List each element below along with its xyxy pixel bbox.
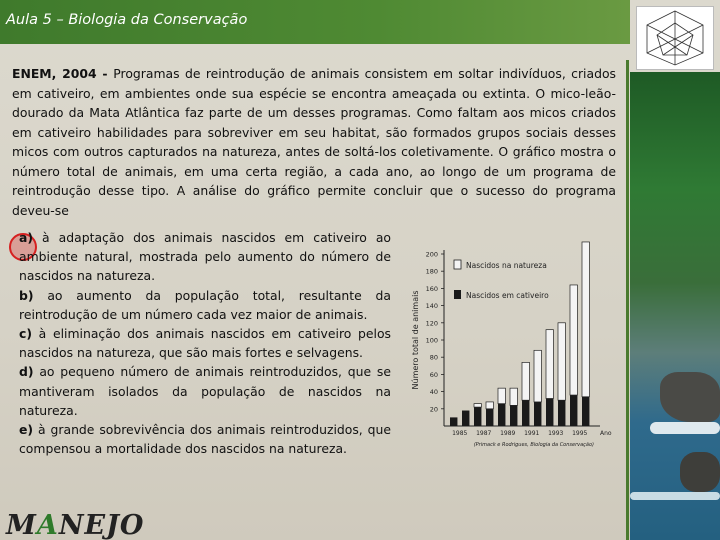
bar-captive [522,400,529,426]
divider-line [626,60,629,540]
y-tick-label: 100 [425,336,438,345]
bar-wild [546,330,553,399]
bar-wild [474,404,481,407]
y-tick-label: 140 [425,302,438,311]
bar-captive [486,409,493,426]
source-note: (Primack e Rodrigues, Biologia da Conservação) [473,442,594,448]
bar-captive [534,402,541,426]
coast-photo [630,72,720,540]
x-tick-label: 1993 [548,430,564,437]
y-tick-label: 40 [429,388,438,397]
bar-captive [450,417,457,426]
bar-wild [510,388,517,405]
bar-wild [534,350,541,402]
x-tick-label: 1989 [500,430,516,437]
question-source: ENEM, 2004 - [12,66,114,81]
question-text [12,64,616,220]
title-bar [0,0,630,44]
option-e[interactable]: e) à grande sobrevivência dos animais reintroduzidos, que compensou a mortalidade dos nascidos na natureza. [19,422,391,457]
option-a[interactable]: a) à adaptação dos animais nascidos em cativeiro ao ambiente natural, mostrada pelo aumento do número de nascidos na natureza. [19,230,391,284]
answer-options [19,228,391,458]
x-tick-label: 1995 [572,430,588,437]
bar-captive [582,397,589,426]
y-tick-label: 180 [425,267,438,276]
bar-captive [510,405,517,426]
y-tick-label: 20 [429,405,438,414]
bar-wild [558,323,565,400]
network-logo-icon [636,6,714,70]
option-d[interactable]: d) ao pequeno número de animais reintroduzidos, que se mantiveram isolados da população de nascidos na natureza. [19,364,391,418]
legend-swatch-wild [454,260,461,269]
legend-label-wild: Nascidos na natureza [466,261,547,270]
bar-wild [522,362,529,400]
x-tick-label: 1985 [452,430,468,437]
bar-wild [582,242,589,397]
y-tick-label: 160 [425,284,438,293]
x-tick-label: 1991 [524,430,540,437]
option-c[interactable]: c) à eliminação dos animais nascidos em cativeiro pelos nascidos na natureza, que são mais fortes e selvagens. [19,326,391,361]
bar-wild [486,402,493,409]
y-tick-label: 200 [425,250,438,259]
y-axis-label: Número total de animais [411,290,420,390]
y-tick-label: 80 [429,353,438,362]
legend-label-captive: Nascidos em cativeiro [466,291,549,300]
bar-captive [462,411,469,426]
chart-svg [404,240,620,468]
y-tick-label: 120 [425,319,438,328]
slide-title: Aula 5 – Biologia da Conservação [6,12,248,28]
bar-captive [570,395,577,426]
x-tick-label: 1987 [476,430,492,437]
bar-captive [546,398,553,426]
option-b[interactable]: b) ao aumento da população total, resultante da reintrodução de um número cada vez maior de animais. [19,287,391,322]
x-axis-label: Ano [600,430,612,437]
question-body: Programas de reintrodução de animais consistem em soltar indivíduos, criados em cativeiro, em ambientes onde sua espécie se encontra ameaçada ou extinta. O mico-leão-dourado da Mata Atlântica faz parte de um desses programas. Como faltam aos micos criados em cativeiro habilidades para sobreviver em seu habitat, são formados grupos sociais desses micos com outros capturados na natureza, antes de soltá-los coletivamente. O gráfico mostra o número total de animais, em uma certa região, a cada ano, ao longo de um programa de reintrodução desse tipo. A análise do gráfico permite concluir que o sucesso do programa deveu-se [12,66,616,218]
bar-captive [474,407,481,426]
y-tick-label: 60 [429,370,438,379]
legend-swatch-captive [454,290,461,299]
bar-captive [498,404,505,426]
bar-wild [498,388,505,403]
manejo-logo: MANEJO [6,510,145,540]
bar-wild [570,285,577,395]
bar-captive [558,400,565,426]
population-chart [404,240,620,468]
